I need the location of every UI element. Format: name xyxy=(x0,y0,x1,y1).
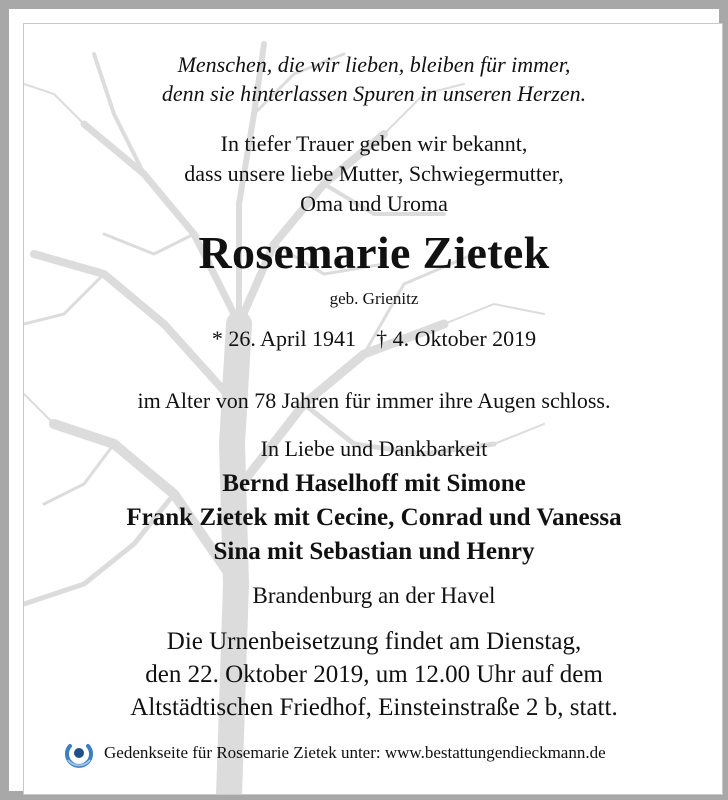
obituary-panel xyxy=(23,23,723,795)
city: Brandenburg an der Havel xyxy=(252,583,496,608)
motto-line-2: denn sie hinterlassen Spuren in unseren Herzen. xyxy=(161,81,587,106)
life-dates xyxy=(24,326,723,352)
closing-text: In Liebe und Dankbarkeit xyxy=(260,436,488,461)
mourner-1: Bernd Haselhoff mit Simone xyxy=(222,470,526,497)
mourner-3: Sina mit Sebastian und Henry xyxy=(213,538,535,565)
intro-line-1: In tiefer Trauer geben wir bekannt, xyxy=(220,131,528,156)
intro-line-3: Oma und Uroma xyxy=(300,191,448,216)
burial-line-2: den 22. Oktober 2019, um 12.00 Uhr auf dem xyxy=(145,661,603,688)
deceased-name: Rosemarie Zietek xyxy=(198,227,550,278)
birth-name: geb. Grienitz xyxy=(329,289,419,308)
bestatter-logo-icon xyxy=(62,736,96,770)
death-date: † 4. Oktober 2019 xyxy=(376,326,537,351)
motto-line-1: Menschen, die wir lieben, bleiben für immer, xyxy=(177,52,571,77)
memorial-page-link[interactable]: Gedenkseite für Rosemarie Zietek unter: www.bestattungendieckmann.de xyxy=(104,743,606,762)
mourner-2: Frank Zietek mit Cecine, Conrad und Vanessa xyxy=(126,504,622,531)
age-text: im Alter von 78 Jahren für immer ihre Augen schloss. xyxy=(137,388,611,413)
memorial-page-footer xyxy=(62,740,606,766)
birth-date: * 26. April 1941 xyxy=(211,326,357,351)
burial-line-1: Die Urnenbeisetzung findet am Dienstag, xyxy=(166,628,582,655)
intro-line-2: dass unsere liebe Mutter, Schwiegermutter, xyxy=(184,161,564,186)
burial-line-3: Altstädtischen Friedhof, Einsteinstraße 2 b, statt. xyxy=(130,694,618,721)
obituary-text xyxy=(24,24,723,795)
